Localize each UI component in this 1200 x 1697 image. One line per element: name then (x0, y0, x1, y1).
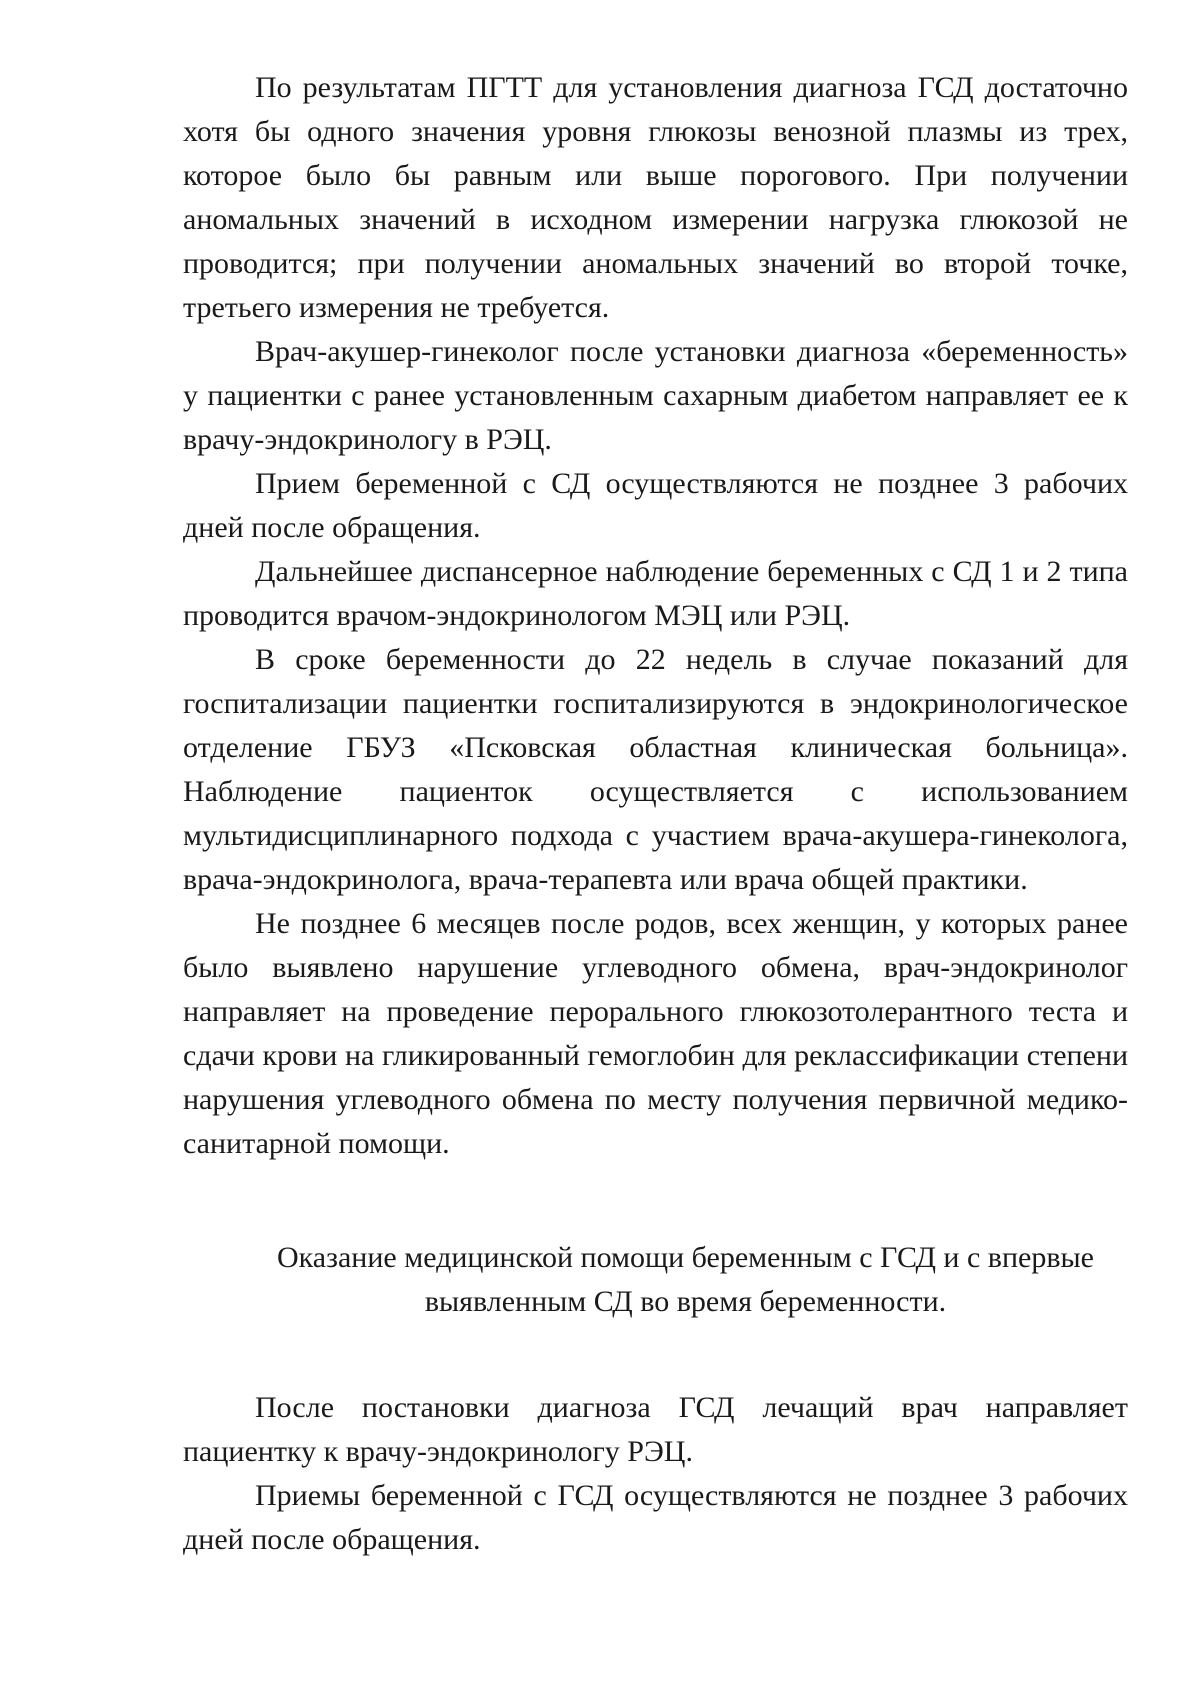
paragraph-referral-endocrinologist: Врач-акушер-гинеколог после установки диагноза «беременность» у пациентки с ранее установленным сахарным диабетом направляет ее к врачу-эндокринологу в РЭЦ. (183, 335, 1128, 456)
paragraph-gsd-appointment-timing: Приемы беременной с ГСД осуществляются не позднее 3 рабочих дней после обращения. (183, 1479, 1128, 1556)
section-heading-line-2: выявленным СД во время беременности. (424, 1285, 947, 1318)
section-heading-line-1: Оказание медицинской помощи беременным с ГСД и с впервые (277, 1241, 1094, 1274)
paragraph-postpartum-testing: Не позднее 6 месяцев после родов, всех женщин, у которых ранее было выявлено нарушение углеводного обмена, врач-эндокринолог направляет на проведение перорального глюкозотолерантного теста и сдачи крови на гликированный гемоглобин для реклассификации степени нарушения углеводного обмена по месту получения первичной медико-санитарной помощи. (183, 907, 1128, 1160)
section-heading (183, 1236, 1128, 1324)
body-text-top (183, 66, 1128, 1166)
paragraph-pgtt-diagnosis: По результатам ПГТТ для установления диагноза ГСД достаточно хотя бы одного значения уровня глюкозы венозной плазмы из трех, которое было бы равным или выше порогового. При получении аномальных значений в исходном измерении нагрузка глюкозой не проводится; при получении аномальных значений во второй точке, третьего измерения не требуется. (183, 71, 1128, 324)
paragraph-appointment-timing: Прием беременной с СД осуществляются не позднее 3 рабочих дней после обращения. (183, 467, 1128, 544)
paragraph-dispensary-observation: Дальнейшее диспансерное наблюдение беременных с СД 1 и 2 типа проводится врачом-эндокринологом МЭЦ или РЭЦ. (183, 555, 1128, 632)
body-text-bottom (183, 1386, 1128, 1562)
paragraph-hospitalization: В сроке беременности до 22 недель в случае показаний для госпитализации пациентки госпитализируются в эндокринологическое отделение ГБУЗ «Псковская областная клиническая больница». Наблюдение пациенток осуществляется с использованием мультидисциплинарного подхода с участием врача-акушера-гинеколога, врача-эндокринолога, врача-терапевта или врача общей практики. (183, 643, 1128, 896)
paragraph-gsd-referral: После постановки диагноза ГСД лечащий врач направляет пациентку к врачу-эндокринологу РЭЦ. (183, 1391, 1128, 1468)
